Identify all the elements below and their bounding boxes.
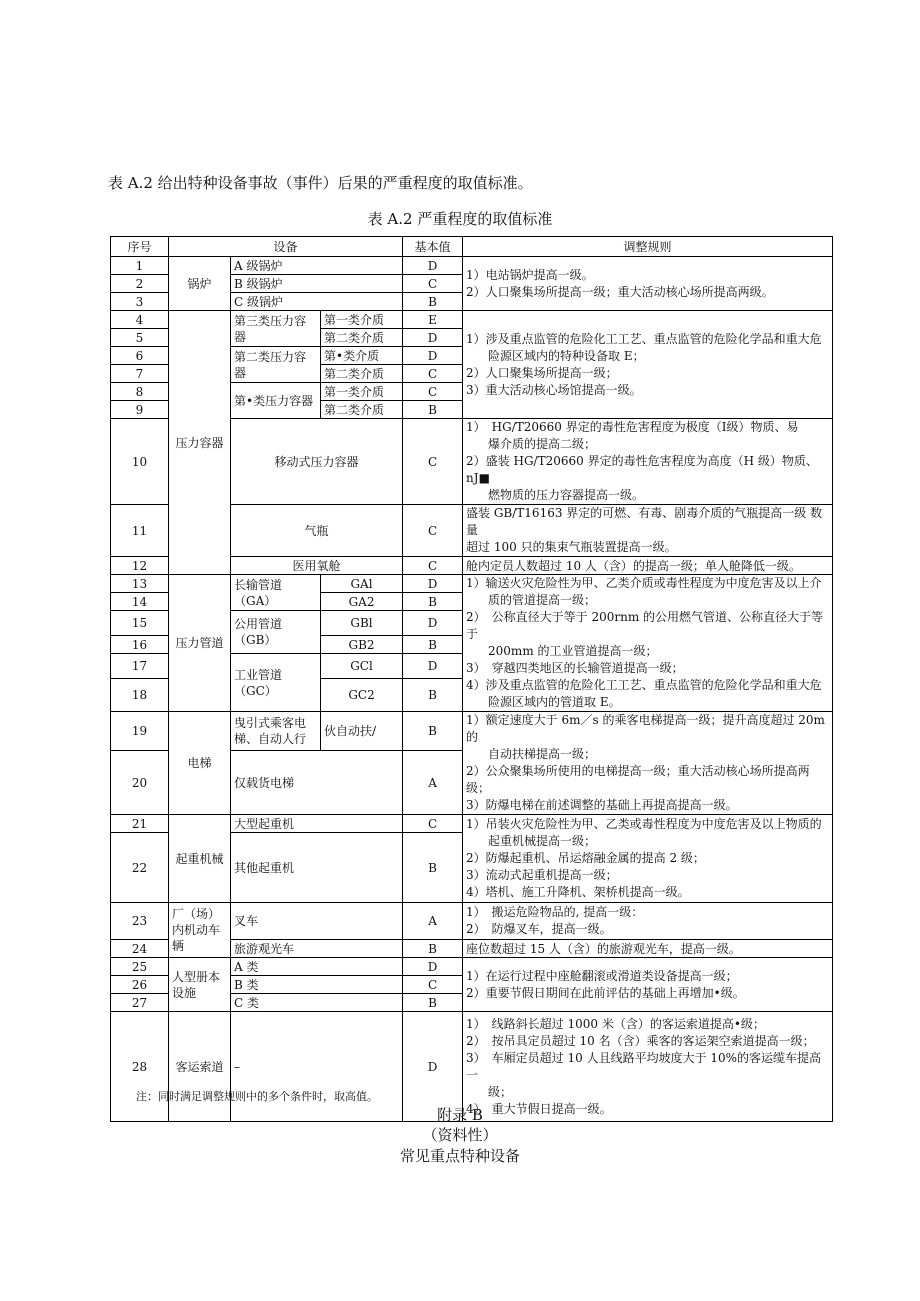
table-row bbox=[111, 575, 833, 593]
row-seq: 12 bbox=[111, 557, 169, 575]
equipment-cell: 长输管道（GA） bbox=[231, 575, 321, 611]
table-row bbox=[111, 903, 833, 940]
rule-oxygen-chamber: 舱内定员人数超过 10 人（含）的提高一级；单人舱降低一级。 bbox=[463, 557, 833, 575]
grade-cell: GB2 bbox=[321, 636, 403, 654]
equipment-cell: 其他起重机 bbox=[231, 833, 403, 903]
base-value: D bbox=[403, 257, 463, 275]
equipment-cell: C 类 bbox=[231, 994, 403, 1012]
base-value: C bbox=[403, 275, 463, 293]
rule-ride: 1）在运行过程中座舱翻滚或滑道类设备提高一级； 2）重要节假日期间在此前评估的基础上再增加•级。 bbox=[463, 958, 833, 1012]
base-value: A bbox=[403, 751, 463, 815]
base-value: A bbox=[403, 903, 463, 940]
base-value: C bbox=[403, 505, 463, 557]
row-seq: 1 bbox=[111, 257, 169, 275]
header-base: 基本值 bbox=[403, 237, 463, 257]
equipment-cell: B 类 bbox=[231, 976, 403, 994]
row-seq: 17 bbox=[111, 654, 169, 679]
base-value: C bbox=[403, 815, 463, 833]
category-ropeway: 客运索道 bbox=[169, 1012, 231, 1122]
equipment-cell: 第二类压力容器 bbox=[231, 347, 321, 383]
base-value: D bbox=[403, 958, 463, 976]
medium-cell: 第一类介质 bbox=[321, 383, 403, 401]
row-seq: 27 bbox=[111, 994, 169, 1012]
base-value: B bbox=[403, 940, 463, 958]
intro-text: 表 A.2 给出特种设备事故（事件）后果的严重程度的取值标准。 bbox=[108, 174, 533, 192]
base-value: C bbox=[403, 419, 463, 505]
appendix-subtitle: 常见重点特种设备 bbox=[399, 1147, 520, 1165]
base-value: B bbox=[403, 833, 463, 903]
table-caption: 表 A.2 严重程度的取值标准 bbox=[367, 210, 553, 228]
equipment-cell: 第三类压力容器 bbox=[231, 311, 321, 347]
equipment-cell: A 类 bbox=[231, 958, 403, 976]
table-row bbox=[111, 958, 833, 976]
row-seq: 24 bbox=[111, 940, 169, 958]
table-row bbox=[111, 815, 833, 833]
category-vehicle: 厂（场）内机动车辆 bbox=[169, 903, 231, 958]
equipment-cell: 叉车 bbox=[231, 903, 403, 940]
equipment-cell: – bbox=[231, 1012, 403, 1122]
medium-cell: 第一类介质 bbox=[321, 311, 403, 329]
equipment-cell: 气瓶 bbox=[231, 505, 403, 557]
row-seq: 10 bbox=[111, 419, 169, 505]
medium-cell: 第二类介质 bbox=[321, 329, 403, 347]
equipment-cell: B 级锅炉 bbox=[231, 275, 403, 293]
base-value: B bbox=[403, 994, 463, 1012]
equipment-cell: C 级锅炉 bbox=[231, 293, 403, 311]
row-seq: 4 bbox=[111, 311, 169, 329]
row-seq: 11 bbox=[111, 505, 169, 557]
rule-sightseeing: 座位数超过 15 人（含）的旅游观光车，提高一级。 bbox=[463, 940, 833, 958]
appendix-title: 附录 B bbox=[437, 1106, 483, 1124]
appendix-nature: （资料性） bbox=[422, 1126, 498, 1144]
equipment-cell: 大型起重机 bbox=[231, 815, 403, 833]
row-seq: 19 bbox=[111, 712, 169, 751]
table-header bbox=[111, 237, 833, 257]
equipment-cell: 移动式压力容器 bbox=[231, 419, 403, 505]
base-value: D bbox=[403, 347, 463, 365]
base-value: D bbox=[403, 654, 463, 679]
row-seq: 21 bbox=[111, 815, 169, 833]
rule-ropeway: 1） 线路斜长超过 1000 米（含）的客运索道提高•级； 2） 按吊具定员超过 10 名（含）乘客的客运架空索道提高一级； 3） 车厢定员超过 10 人且线路平均坡度大于 10%的客运缆车提高一 级； 4） 重大节假日提高一级。 bbox=[463, 1012, 833, 1122]
row-seq: 8 bbox=[111, 383, 169, 401]
medium-cell: 第二类介质 bbox=[321, 365, 403, 383]
equipment-cell: 工业管道（GC） bbox=[231, 654, 321, 712]
equipment-cell: A 级锅炉 bbox=[231, 257, 403, 275]
category-boiler: 锅炉 bbox=[169, 257, 231, 311]
row-seq: 5 bbox=[111, 329, 169, 347]
table-row bbox=[111, 311, 833, 329]
rule-boiler: 1）电站锅炉提高一级。 2）人口聚集场所提高一级；重大活动核心场所提高两级。 bbox=[463, 257, 833, 311]
base-value: C bbox=[403, 557, 463, 575]
table-row bbox=[111, 712, 833, 751]
equipment-cell: 曳引式乘客电梯、自动人行 bbox=[231, 712, 321, 751]
row-seq: 14 bbox=[111, 593, 169, 611]
equipment-cell: 医用氧舱 bbox=[231, 557, 403, 575]
base-value: D bbox=[403, 575, 463, 593]
rule-elevator: 1）额定速度大于 6m／s 的乘客电梯提高一级；提升高度超过 20m 的 自动扶梯提高一级； 2）公众聚集场所使用的电梯提高一级；重大活动核心场所提高两级； 3）防爆电梯在前述调整的基础上再提高提高一级。 bbox=[463, 712, 833, 815]
rule-pressure-vessel: 1）涉及重点监管的危险化工工艺、重点监管的危险化学品和重大危 险源区域内的特种设备取 E； 2）人口聚集场所提高一级； 3）重大活动核心场馆提高一级。 bbox=[463, 311, 833, 419]
equipment-cell: 旅游观光车 bbox=[231, 940, 403, 958]
equipment-cell: 仅载货电梯 bbox=[231, 751, 403, 815]
severity-table bbox=[110, 236, 833, 1122]
rule-pipeline: 1）输送火灾危险性为甲、乙类介质或毒性程度为中度危害及以上介 质的管道提高一级； 2） 公称直径大于等于 200rnm 的公用燃气管道、公称直径大于等于 200mm 的工业管道提高一级； 3） 穿越四类地区的长输管道提高一级； 4）涉及重点监管的危险化工工艺、重点监管的危险化学品和重大危 险源区域内的管道取 E。 bbox=[463, 575, 833, 712]
equipment-cell: 公用管道（GB） bbox=[231, 611, 321, 654]
category-pressure-vessel: 压力容器 bbox=[169, 311, 231, 575]
row-seq: 2 bbox=[111, 275, 169, 293]
base-value: B bbox=[403, 593, 463, 611]
row-seq: 15 bbox=[111, 611, 169, 636]
row-seq: 23 bbox=[111, 903, 169, 940]
base-value: B bbox=[403, 636, 463, 654]
row-seq: 9 bbox=[111, 401, 169, 419]
medium-cell: 第•类介质 bbox=[321, 347, 403, 365]
row-seq: 16 bbox=[111, 636, 169, 654]
row-seq: 3 bbox=[111, 293, 169, 311]
row-seq: 22 bbox=[111, 833, 169, 903]
base-value: B bbox=[403, 401, 463, 419]
category-crane: 起重机械 bbox=[169, 815, 231, 903]
row-seq: 18 bbox=[111, 679, 169, 712]
row-seq: 28 bbox=[111, 1012, 169, 1122]
base-value: B bbox=[403, 712, 463, 751]
header-rule: 调整规则 bbox=[463, 237, 833, 257]
base-value: E bbox=[403, 311, 463, 329]
row-seq: 25 bbox=[111, 958, 169, 976]
base-value: D bbox=[403, 1012, 463, 1122]
rule-cylinder: 盛装 GB/T16163 界定的可燃、有毒、剧毒介质的气瓶提高一级 数量 超过 100 只的集束气瓶装置提高一级。 bbox=[463, 505, 833, 557]
table-row bbox=[111, 257, 833, 275]
base-value: C bbox=[403, 383, 463, 401]
rule-forklift: 1） 搬运危险物品的, 提高一级： 2） 防爆叉车，提高一级。 bbox=[463, 903, 833, 940]
table-note: 注：同时满足调整规则中的多个条件时，取高值。 bbox=[136, 1090, 378, 1103]
medium-cell: 第二类介质 bbox=[321, 401, 403, 419]
row-seq: 6 bbox=[111, 347, 169, 365]
grade-cell: GCl bbox=[321, 654, 403, 679]
row-seq: 26 bbox=[111, 976, 169, 994]
grade-cell: GC2 bbox=[321, 679, 403, 712]
grade-cell: GBl bbox=[321, 611, 403, 636]
rule-mobile-vessel: 1） HG/T20660 界定的毒性危害程度为极度（Ⅰ级）物质、易 爆介质的提高二级； 2）盛装 HG/T20660 界定的毒性危害程度为高度（H 级）物质、nJ■ 燃物质的压力容器提高一级。 bbox=[463, 419, 833, 505]
base-value: B bbox=[403, 293, 463, 311]
equipment-cell: 第•类压力容器 bbox=[231, 383, 321, 419]
equipment-subcell: 伙自动扶/ bbox=[321, 712, 403, 751]
rule-crane: 1）吊装火灾危险性为甲、乙类或毒性程度为中度危害及以上物质的 起重机械提高一级； 2）防爆起重机、吊运熔融金属的提高 2 级； 3）流动式起重机提高一级； 4）塔机、施工升降机、架桥机提高一级。 bbox=[463, 815, 833, 903]
row-seq: 7 bbox=[111, 365, 169, 383]
category-pipeline: 压力管道 bbox=[169, 575, 231, 712]
base-value: C bbox=[403, 365, 463, 383]
base-value: B bbox=[403, 679, 463, 712]
header-equipment: 设备 bbox=[169, 237, 403, 257]
header-seq: 序号 bbox=[111, 237, 169, 257]
category-elevator: 电梯 bbox=[169, 712, 231, 815]
base-value: D bbox=[403, 329, 463, 347]
base-value: D bbox=[403, 611, 463, 636]
base-value: C bbox=[403, 976, 463, 994]
grade-cell: GA2 bbox=[321, 593, 403, 611]
grade-cell: GAl bbox=[321, 575, 403, 593]
row-seq: 20 bbox=[111, 751, 169, 815]
category-ride: 人型册本设施 bbox=[169, 958, 231, 1012]
row-seq: 13 bbox=[111, 575, 169, 593]
